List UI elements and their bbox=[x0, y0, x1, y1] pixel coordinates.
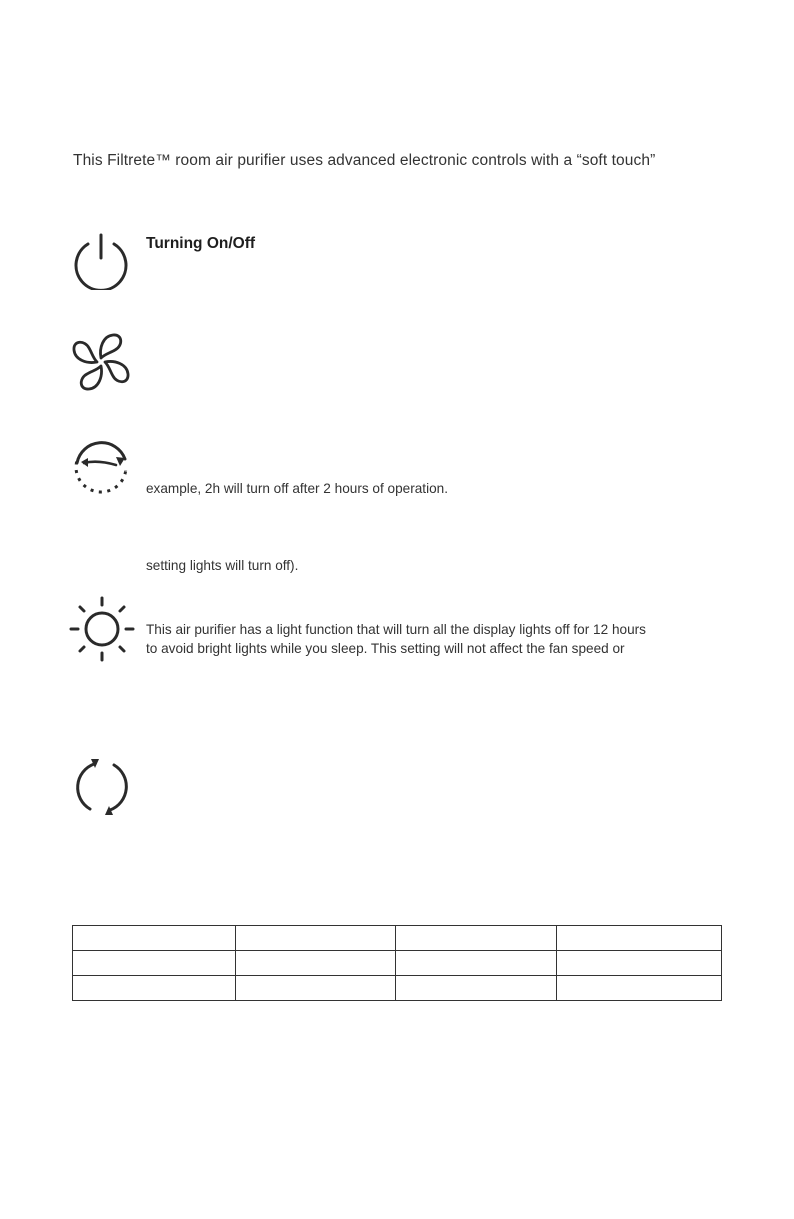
table-row bbox=[73, 951, 722, 976]
timer-text-1: example, 2h will turn off after 2 hours of operation. bbox=[146, 481, 449, 496]
table-cell bbox=[557, 951, 722, 976]
table-row bbox=[73, 976, 722, 1001]
table-cell bbox=[236, 951, 396, 976]
intro-text: This Filtrete™ room air purifier uses advanced electronic controls with a “soft touch” bbox=[73, 152, 656, 169]
settings-table bbox=[72, 925, 722, 1001]
sun-icon bbox=[68, 595, 136, 663]
table-row bbox=[73, 926, 722, 951]
power-heading: Turning On/Off bbox=[146, 235, 256, 252]
table-cell bbox=[396, 976, 557, 1001]
table-cell bbox=[396, 951, 557, 976]
table-cell bbox=[236, 926, 396, 951]
table-cell bbox=[73, 926, 236, 951]
power-icon bbox=[72, 232, 130, 290]
refresh-icon bbox=[72, 756, 132, 818]
light-text-2: to avoid bright lights while you sleep. This setting will not affect the fan speed or bbox=[146, 641, 625, 656]
table-cell bbox=[396, 926, 557, 951]
table-cell bbox=[73, 976, 236, 1001]
timer-icon bbox=[72, 437, 132, 497]
table-cell bbox=[236, 976, 396, 1001]
timer-text-2: setting lights will turn off). bbox=[146, 558, 299, 573]
light-text-1: This air purifier has a light function that will turn all the display lights off for 12 hours bbox=[146, 622, 646, 637]
table-cell bbox=[557, 926, 722, 951]
table-cell bbox=[73, 951, 236, 976]
fan-icon bbox=[71, 332, 131, 392]
table-cell bbox=[557, 976, 722, 1001]
